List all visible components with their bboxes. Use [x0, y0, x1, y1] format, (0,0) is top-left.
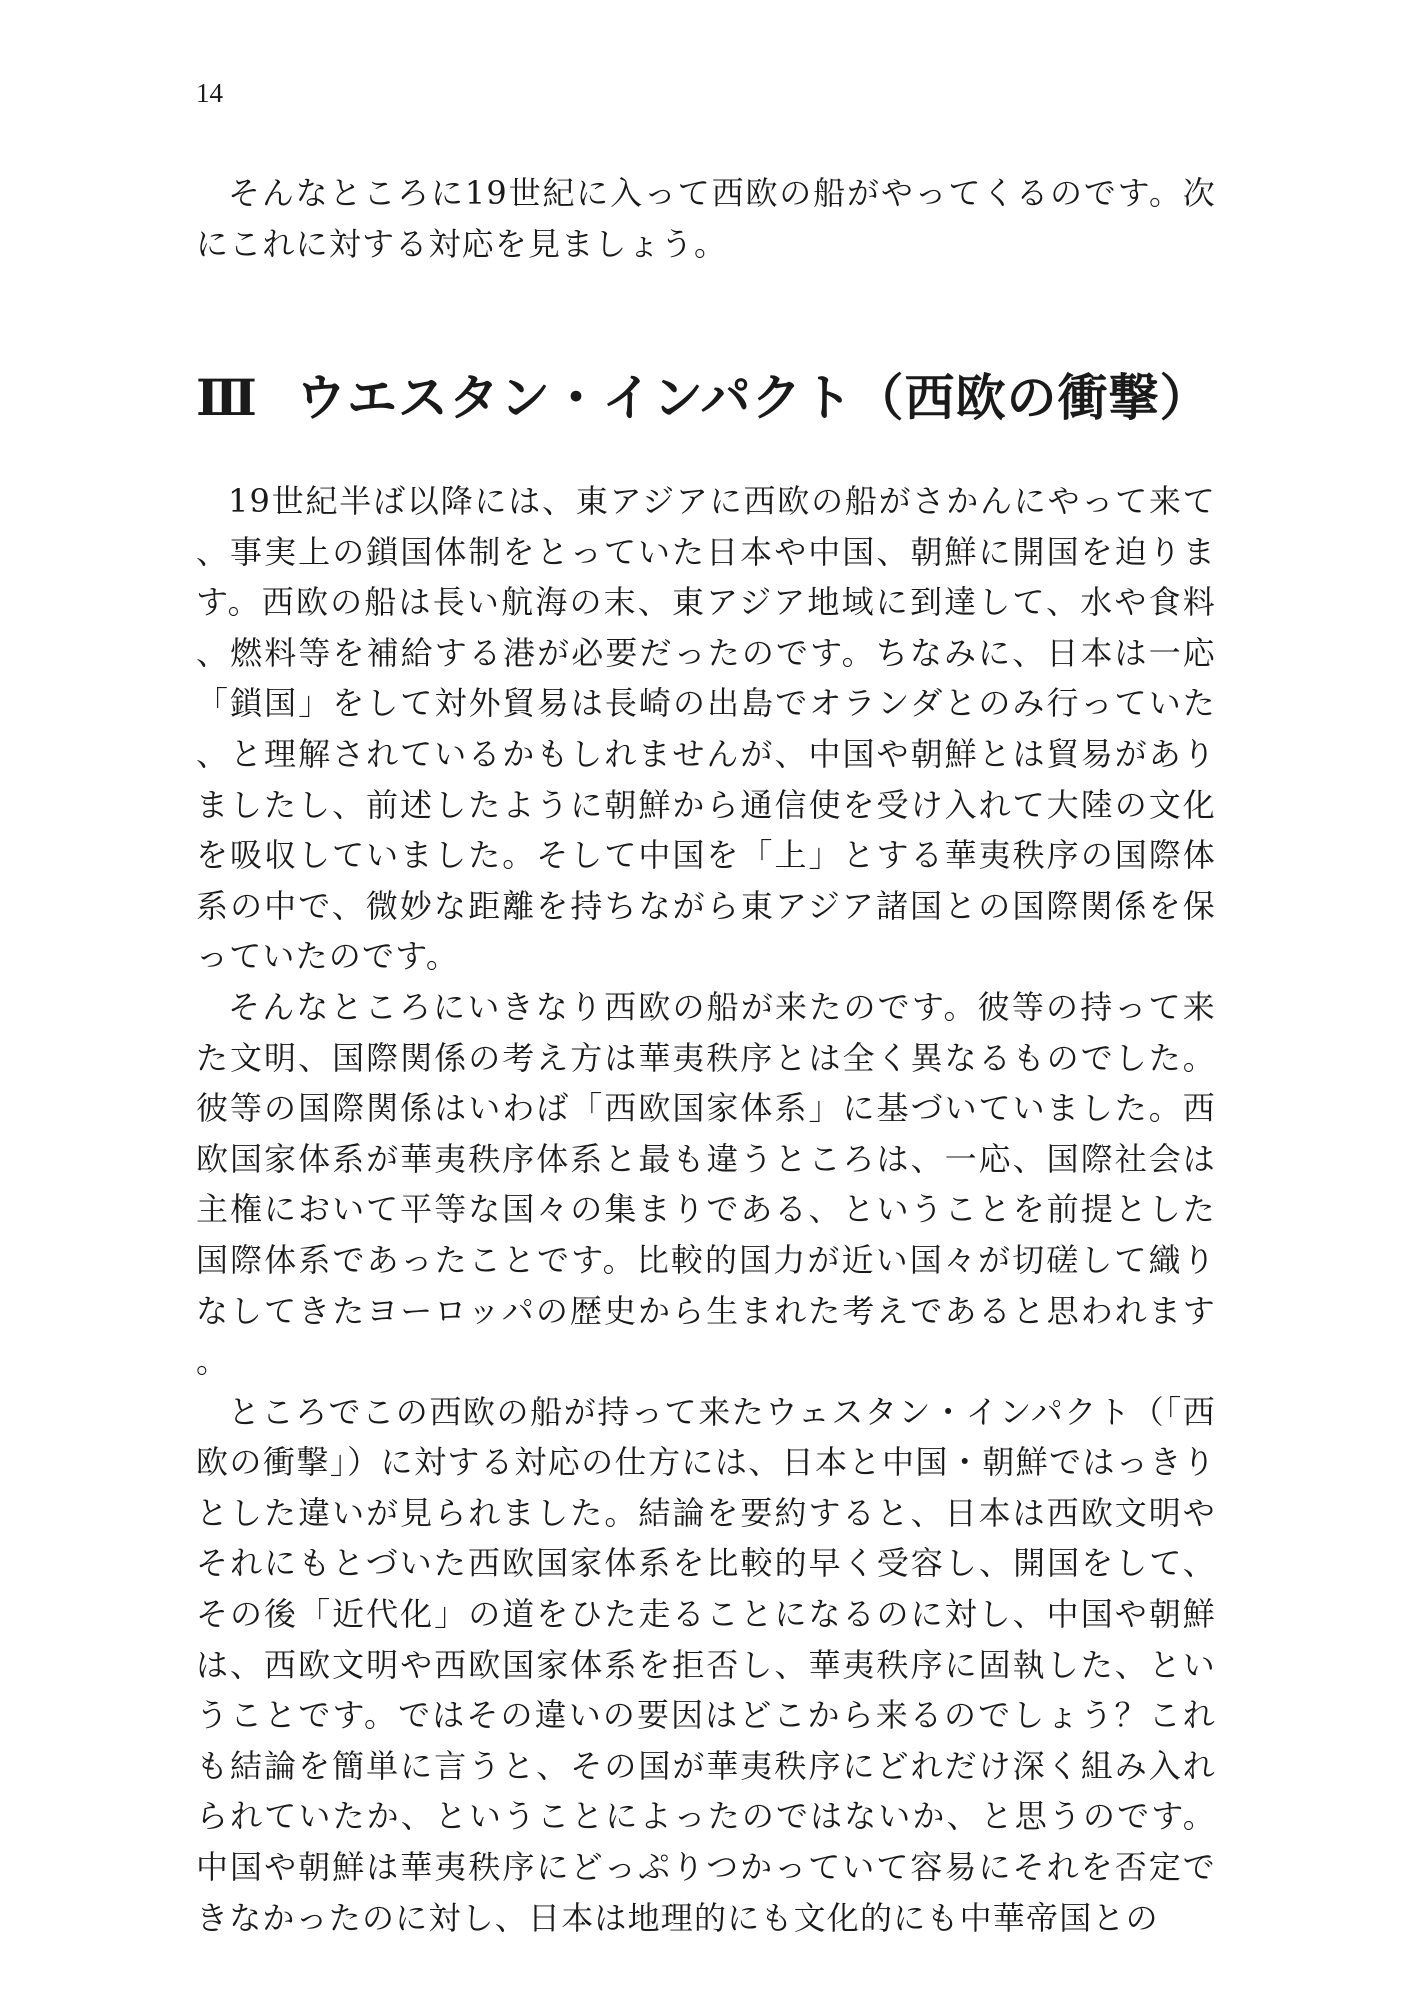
section-number: Ⅲ [196, 368, 258, 427]
section-heading [196, 360, 1236, 436]
section-title: ウエスタン・インパクト（西欧の衝撃） [296, 369, 1211, 427]
body-text [196, 476, 1216, 1943]
body-paragraph-2: そんなところにいきなり西欧の船が来たのです。彼等の持って来た文明、国際関係の考え方は華夷秩序とは全く異なるものでした。彼等の国際関係はいわば「西欧国家体系」に基づいていました。西欧国家体系が華夷秩序体系と最も違うところは、一応、国際社会は主権において平等な国々の集まりである、ということを前提とした国際体系であったことです。比較的国力が近い国々が切磋して織りなしてきたヨーロッパの歴史から生まれた考えであると思われます。 [196, 987, 1216, 1381]
body-paragraph-1: 19世紀半ば以降には、東アジアに西欧の船がさかんにやって来て、事実上の鎖国体制をとっていた日本や中国、朝鮮に開国を迫ります。西欧の船は長い航海の末、東アジア地域に到達して、水や食料、燃料等を補給する港が必要だったのです。ちなみに、日本は一応「鎖国」をして対外貿易は長崎の出島でオランダとのみ行っていた、と理解されているかもしれませんが、中国や朝鮮とは貿易がありましたし、前述したように朝鮮から通信使を受け入れて大陸の文化を吸収していました。そして中国を「上」とする華夷秩序の国際体系の中で、微妙な距離を持ちながら東アジア諸国との国際関係を保っていたのです。 [196, 482, 1216, 976]
intro-text [196, 168, 1216, 269]
intro-paragraph: そんなところに19世紀に入って西欧の船がやってくるのです。次にこれに対する対応を見ましょう。 [196, 174, 1216, 263]
body-paragraph-3: ところでこの西欧の船が持って来たウェスタン・インパクト（「西欧の衝撃」）に対する対応の仕方には、日本と中国・朝鮮ではっきりとした違いが見られました。結論を要約すると、日本は西欧文明やそれにもとづいた西欧国家体系を比較的早く受容し、開国をして、その後「近代化」の道をひた走ることになるのに対し、中国や朝鮮は、西欧文明や西欧国家体系を拒否し、華夷秩序に固執した、ということです。ではその違いの要因はどこから来るのでしょう？これも結論を簡単に言うと、その国が華夷秩序にどれだけ深く組み入れられていたか、ということによったのではないか、と思うのです。中国や朝鮮は華夷秩序にどっぷりつかっていて容易にそれを否定できなかったのに対し、日本は地理的にも文化的にも中華帝国との [196, 1392, 1216, 1937]
page-number: 14 [196, 78, 223, 108]
